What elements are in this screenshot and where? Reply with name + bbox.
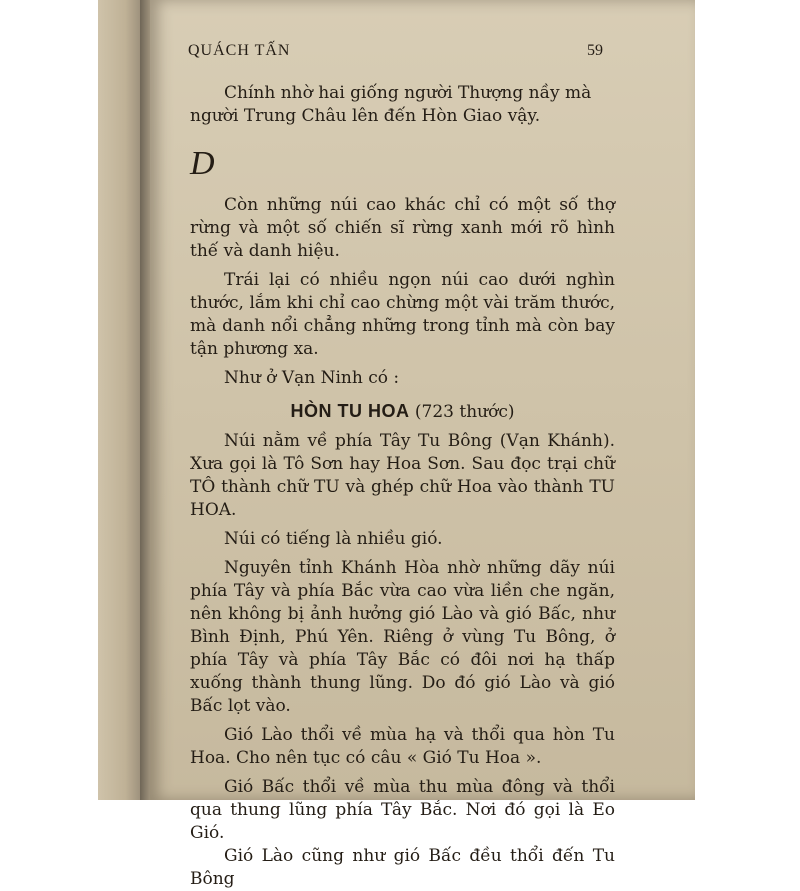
paragraph: Nguyên tỉnh Khánh Hòa nhờ những dãy núi phía Tây và phía Bắc vừa cao vừa liền che ngăn, nên không bị ảnh hưởng gió Lào và gió Bấc, như Bình Định, Phú Yên. Riêng ở vùng Tu Bông, ở phía Tây và phía Tây Bắc có đôi nơi hạ thấp xuống thành thung lũng. Do đó gió Lào và gió Bấc lọt vào. [190,558,615,716]
intro-line-1: Chính nhờ hai giống người Thượng nầy mà [224,83,592,103]
body-text [190,82,615,891]
section-letter: D [190,145,215,182]
paragraph: Còn những núi cao khác chỉ có một số thợ rừng và một số chiến sĩ rừng xanh mới rõ hình thế và danh hiệu. [190,195,615,261]
page-number: 59 [587,42,603,59]
paragraph: Gió Bấc thổi về mùa thu mùa đông và thổi qua thung lũng phía Tây Bắc. Nơi đó gọi là Eo Gió. [190,777,615,843]
paragraph: Gió Lào cũng như gió Bấc đều thổi đến Tu Bông [190,846,615,889]
paragraph: Gió Lào thổi về mùa hạ và thổi qua hòn Tu Hoa. Cho nên tục có câu « Gió Tu Hoa ». [190,725,615,768]
author-name: QUÁCH TẤN [188,42,291,59]
running-header [188,42,603,66]
paragraph: Như ở Vạn Ninh có : [224,368,400,388]
paragraph: Núi có tiếng là nhiều gió. [224,529,443,549]
intro-line-2: người Trung Châu lên đến Hòn Giao vậy. [190,106,541,126]
heading-title: HÒN TU HOA [290,401,410,421]
paragraph: Núi nằm về phía Tây Tu Bông (Vạn Khánh). Xưa gọi là Tô Sơn hay Hoa Sơn. Sau đọc trại chữ TÔ thành chữ TU và ghép chữ Hoa vào thành TU HOA. [190,431,615,520]
paragraph: Trái lại có nhiều ngọn núi cao dưới nghìn thước, lắm khi chỉ cao chừng một vài trăm thước, mà danh nổi chẳng những trong tỉnh mà còn bay tận phương xa. [190,270,615,359]
mountain-heading [190,400,615,424]
heading-subtitle: (723 thước) [414,402,515,422]
